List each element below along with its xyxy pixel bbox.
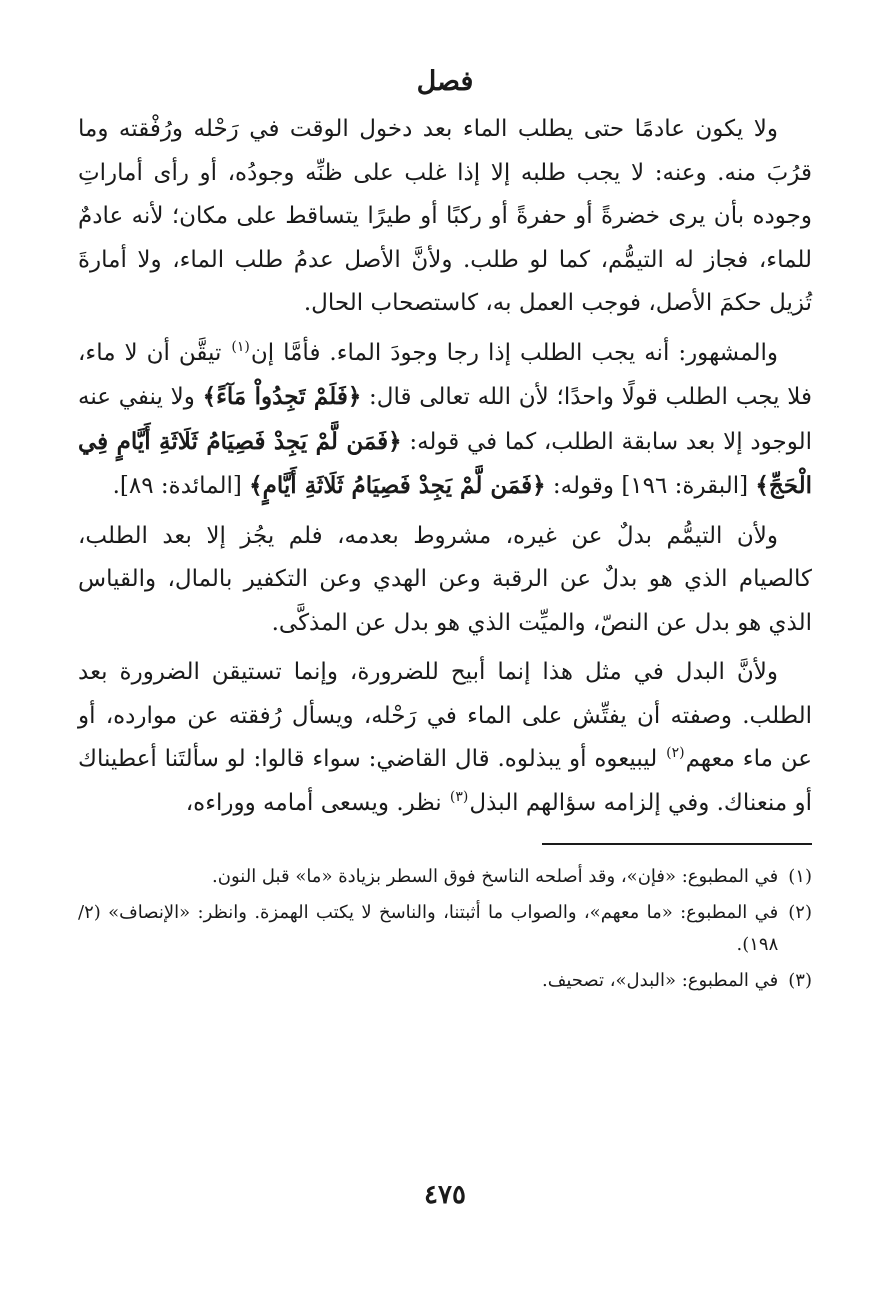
paragraph-4-text-c: نظر. ويسعى أمامه ووراءه، (185, 789, 449, 816)
footnotes (78, 857, 812, 997)
paragraph-4-text-b: ليبيعوه أو يبذلوه. قال القاضي: سواء قالوا: لو سألتَنا أعطيناك أو منعناك. وفي إلزامه سؤالهم البذل (78, 746, 812, 816)
section-heading: فصل (416, 66, 474, 97)
quran-verse-2: ﴿فَمَن لَّمْ يَجِدْ فَصِيَامُ ثَلَاثَةِ أَيَّامٍ فِي الْحَجِّ﴾ (78, 427, 812, 499)
book-page (78, 62, 812, 1262)
citation-maidah: [المائدة: ٨٩]. (112, 473, 250, 499)
footnote-text: في المطبوع: «ما معهم»، والصواب ما أثبتنا، والناسخ لا يكتب الهمزة. وانظر: «الإنصاف» (٢/ ١٩٨). (78, 902, 779, 955)
quran-verse-1: ﴿فَلَمْ تَجِدُواْ مَآءً﴾ (202, 383, 362, 410)
footnote-text: في المطبوع: «البدل»، تصحيف. (541, 970, 779, 991)
footnote-ref-3[interactable]: (٣) (449, 788, 469, 805)
paragraph-4 (78, 651, 812, 825)
paragraph-2-text-a: والمشهور: أنه يجب الطلب إذا رجا وجودَ الماء. فأمَّا إن (250, 339, 778, 366)
page-number: ٤٧٥ (424, 1180, 466, 1210)
footnote-divider (542, 843, 812, 845)
paragraph-2 (78, 332, 812, 509)
citation-baqarah: [البقرة: ١٩٦] وقوله: (545, 473, 756, 499)
paragraph-2-text-c: ولا ينفي عنه الوجود إلا بعد سابقة الطلب، كما في قوله: (78, 384, 812, 455)
paragraph-2-text-b: تيقَّن أن لا ماء، فلا يجب الطلب قولًا واحدًا؛ لأن الله تعالى قال: (78, 339, 812, 410)
main-text (78, 108, 812, 825)
paragraph-3-text: ولأن التيمُّم بدلٌ عن غيره، مشروط بعدمه، فلم يجُز إلا بعد الطلب، كالصيام الذي هو بدلٌ عن الرقبة وعن الهدي وعن التكفير بالمال، والقياس الذي هو بدل عن النصّ، والميِّت الذي هو بدل عن المذكَّى. (78, 522, 812, 636)
footnote-1 (78, 861, 812, 893)
footnote-text: في المطبوع: «فإن»، وقد أصلحه الناسخ فوق السطر بزيادة «ما» قبل النون. (212, 866, 779, 887)
footnote-ref-2[interactable]: (٢) (666, 745, 685, 762)
footnote-number: (٢) (788, 902, 812, 923)
quran-verse-3: ﴿فَمَن لَّمْ يَجِدْ فَصِيَامُ ثَلَاثَةِ أَيَّامٍ﴾ (249, 472, 546, 499)
paragraph-1-text: ولا يكون عادمًا حتى يطلب الماء بعد دخول الوقت في رَحْله ورُفْقته وما قرُبَ منه. وعنه: لا يجب طلبه إلا إذا غلب على ظنِّه وجودُه، أو رأى أماراتِ وجوده بأن يرى خضرةً أو حفرةً أو ركبًا أو طيرًا يتساقط على مكان؛ لأنه عادمٌ للماء، فجاز له التيمُّم، كما لو طلب. ولأنَّ الأصل عدمُ طلب الماء، ولا أمارةَ تُزيل حكمَ الأصل، فوجب العمل به، كاستصحاب الحال. (78, 116, 812, 316)
footnote-ref-1[interactable]: (١) (231, 338, 250, 355)
footnote-2 (78, 897, 812, 961)
footnote-3 (78, 965, 812, 997)
paragraph-1 (78, 108, 812, 326)
paragraph-3 (78, 515, 812, 646)
footnote-number: (٣) (788, 970, 812, 991)
footnote-number: (١) (788, 866, 812, 887)
paragraph-4-text-a: ولأنَّ البدل في مثل هذا إنما أبيح للضرورة، وإنما تستيقن الضرورة بعد الطلب. وصفته أن يفتِّش على الماء في رَحْله، ويسأل رُفقته عن موارده، أو عن ماء معهم (78, 659, 812, 772)
